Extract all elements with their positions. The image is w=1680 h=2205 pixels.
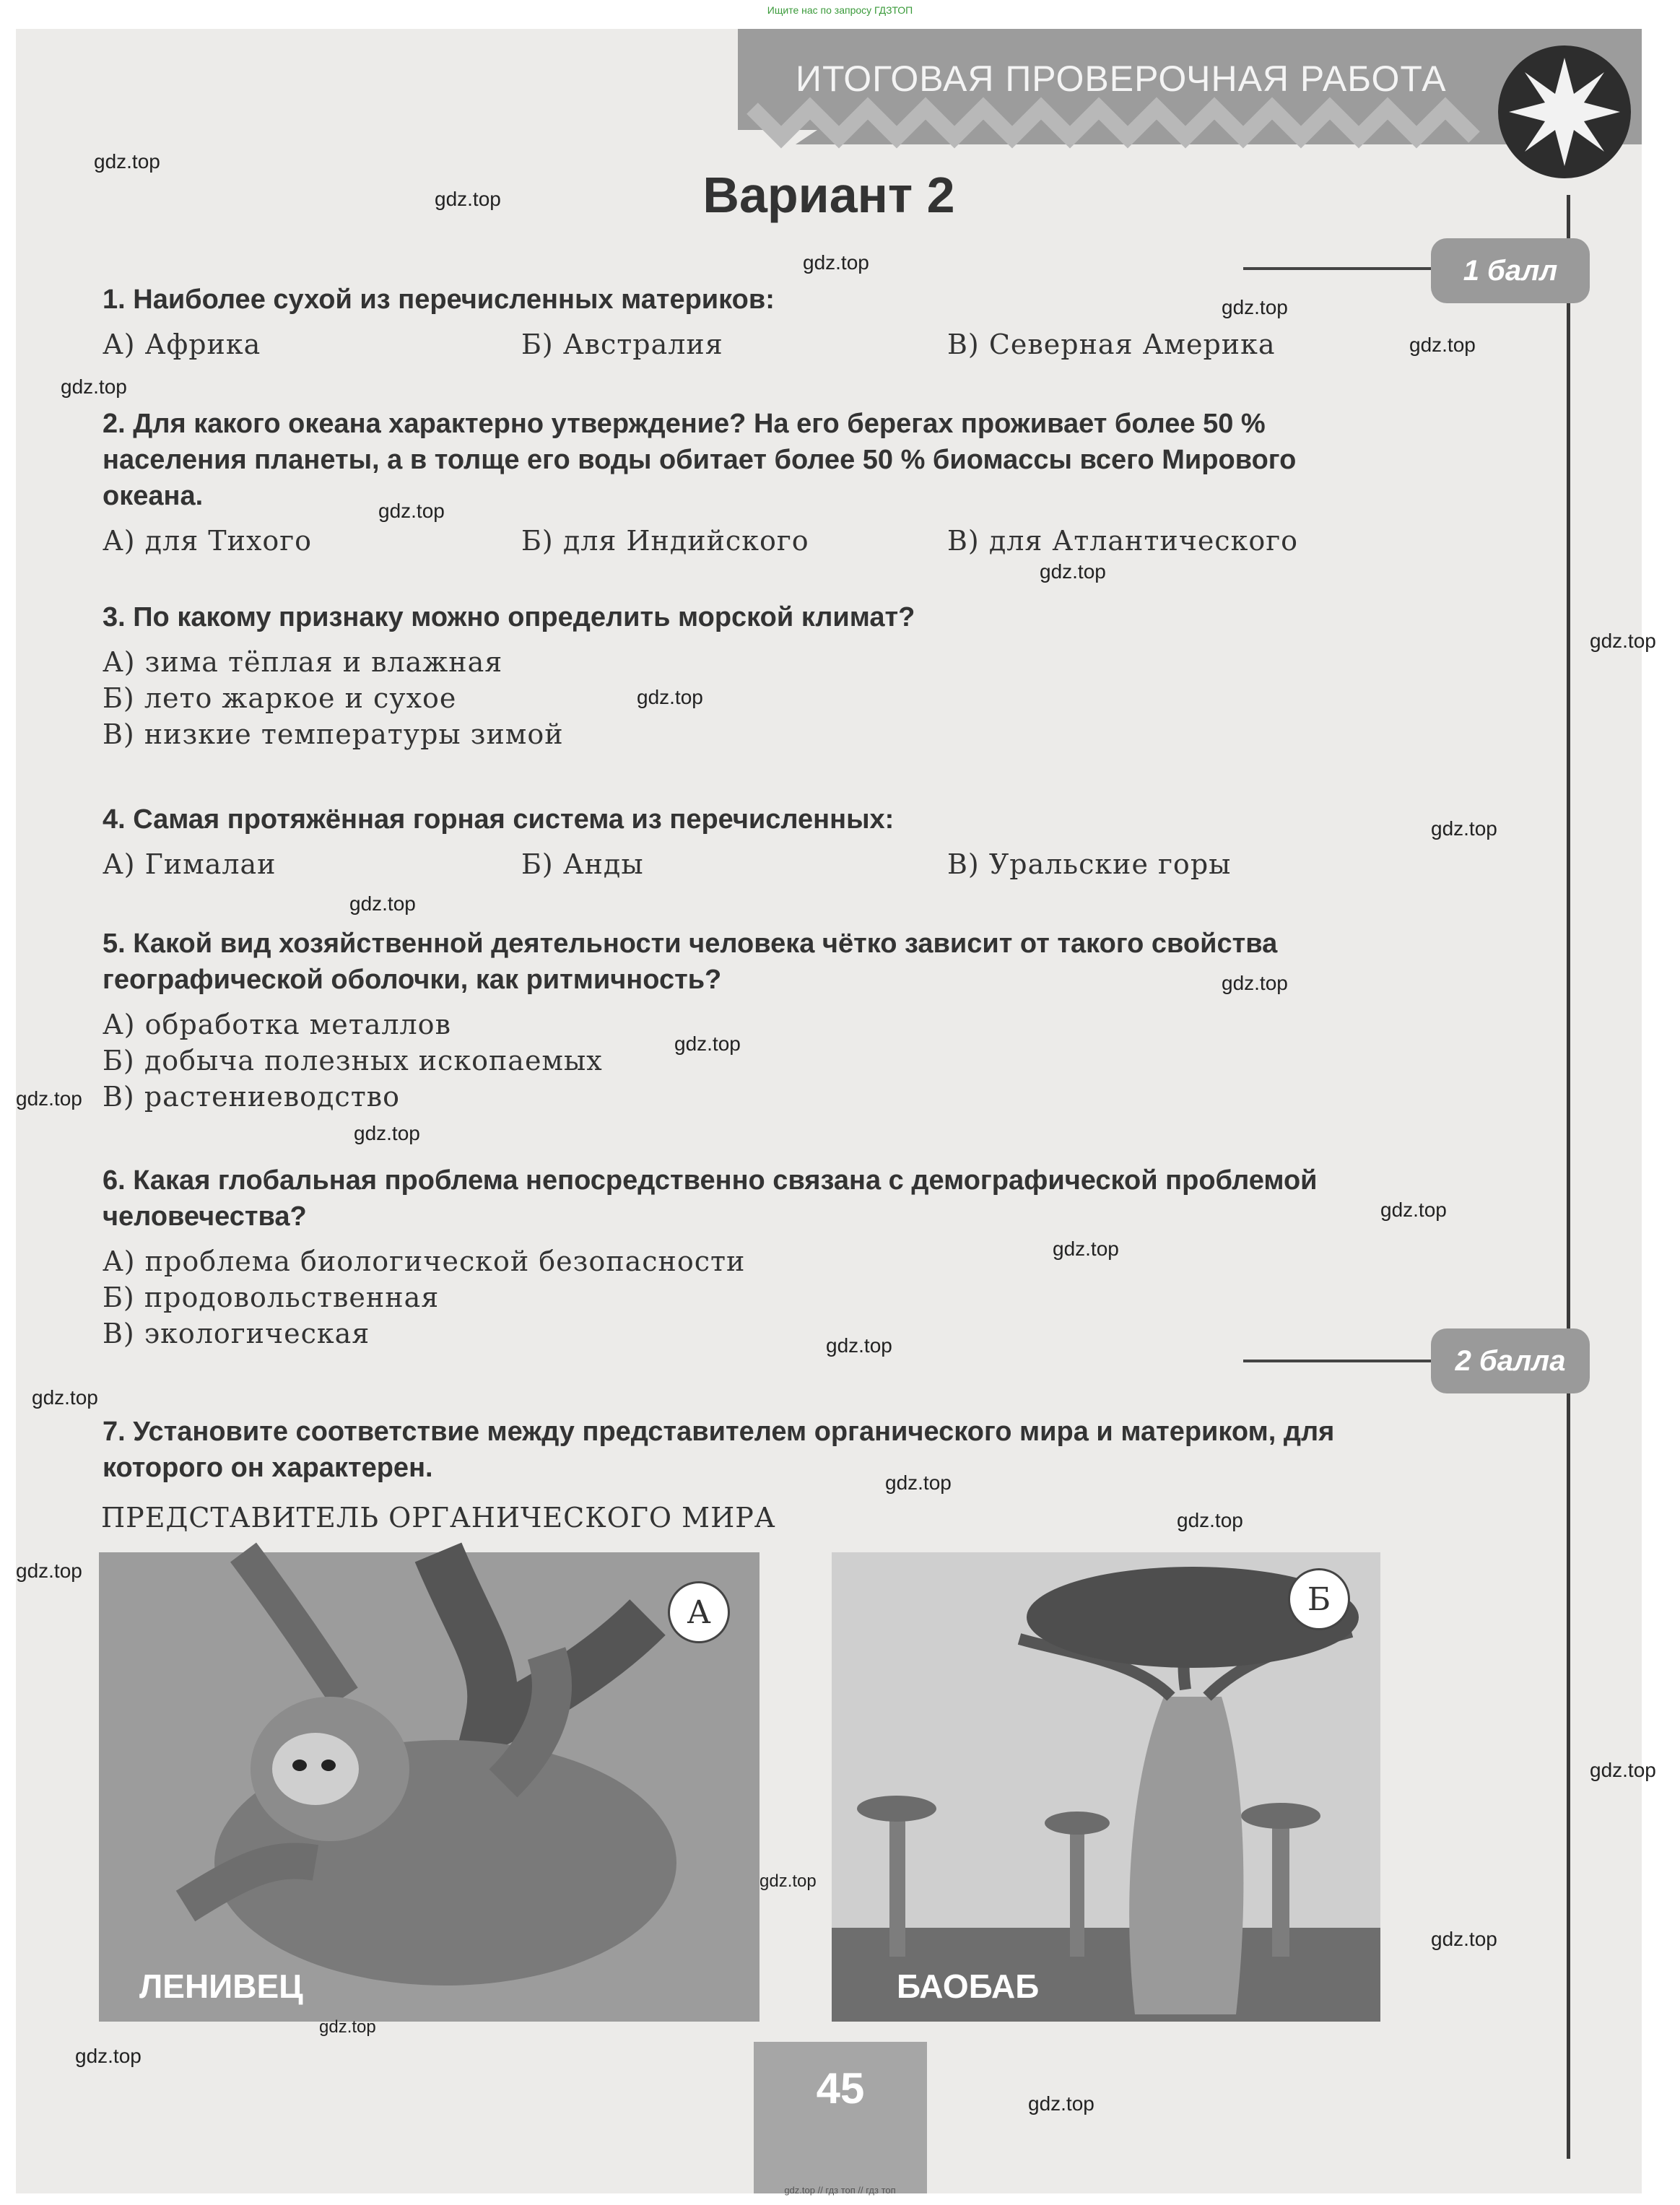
q3-option-a: А) зима тёплая и влажная	[103, 646, 503, 678]
watermark: gdz.top	[75, 2045, 142, 2067]
photo-letter-b: Б	[1288, 1568, 1350, 1630]
q5-option-a: А) обработка металлов	[103, 1009, 451, 1040]
right-rule	[1567, 195, 1570, 2159]
baobab-photo	[832, 1552, 1380, 2022]
watermark: gdz.top	[32, 1386, 98, 1409]
points-badge-2: 2 балла	[1431, 1328, 1590, 1393]
question-4: 4. Самая протяжённая горная система из перечисленных:	[103, 804, 895, 835]
variant-title: Вариант 2	[702, 167, 955, 223]
q1-option-a: А) Африка	[103, 329, 261, 360]
watermark: gdz.top	[826, 1334, 892, 1357]
watermark: gdz.top	[94, 150, 160, 173]
watermark: gdz.top	[16, 1087, 82, 1110]
watermark: gdz.top	[1431, 1928, 1497, 1950]
watermark: gdz.top	[803, 251, 869, 274]
watermark: gdz.top	[1380, 1199, 1447, 1221]
badge-line	[1243, 1360, 1453, 1362]
page-number-box	[754, 2042, 927, 2193]
question-1: 1. Наиболее сухой из перечисленных материков:	[103, 284, 775, 315]
question-7: 7. Установите соответствие между представителем органического мира и материком, для которого он характерен.	[103, 1417, 1335, 1483]
watermark: gdz.top	[885, 1471, 952, 1494]
q2-option-b: Б) для Индийского	[521, 525, 809, 557]
watermark: gdz.top	[1222, 296, 1288, 318]
top-note: Ищите нас по запросу ГДЗТОП	[767, 4, 913, 16]
watermark: gdz.top	[1040, 560, 1106, 583]
watermark: gdz.top	[378, 500, 445, 522]
bottom-note: gdz.top // гдз топ // гдз топ	[784, 2185, 896, 2196]
watermark: gdz.top	[61, 375, 127, 398]
watermark: gdz.top	[1590, 630, 1656, 652]
question-2: 2. Для какого океана характерно утверждение? На его берегах проживает более 50 % населения планеты, а в толще его воды обитает более 50 % биомассы всего Мирового океана.	[103, 409, 1297, 511]
watermark: gdz.top	[1590, 1759, 1656, 1781]
sloth-photo	[99, 1552, 760, 2022]
q1-option-c: В) Северная Америка	[947, 329, 1276, 360]
star-icon	[1496, 43, 1633, 181]
watermark: gdz.top	[674, 1032, 741, 1055]
q4-option-c: В) Уральские горы	[947, 848, 1232, 880]
baobab-caption: БАОБАБ	[897, 1967, 1040, 2005]
organisms-heading: ПРЕДСТАВИТЕЛЬ ОРГАНИЧЕСКОГО МИРА	[101, 1502, 776, 1534]
q3-option-c: В) низкие температуры зимой	[103, 718, 564, 750]
sloth-image	[99, 1552, 760, 2022]
question-6: 6. Какая глобальная проблема непосредственно связана с демографической проблемой человечества?	[103, 1165, 1318, 1232]
q3-option-b: Б) лето жаркое и сухое	[103, 682, 457, 714]
q2-option-a: А) для Тихого	[103, 525, 313, 557]
question-5: 5. Какой вид хозяйственной деятельности человека чётко зависит от такого свойства географической оболочки, как ритмичность?	[103, 928, 1278, 995]
watermark: gdz.top	[1431, 817, 1497, 840]
watermark: gdz.top	[637, 686, 703, 708]
q4-option-b: Б) Анды	[521, 848, 644, 880]
badge-line	[1243, 267, 1453, 270]
watermark: gdz.top	[319, 2017, 376, 2037]
watermark: gdz.top	[1409, 334, 1476, 356]
q1-option-b: Б) Австралия	[521, 329, 723, 360]
points-badge-1: 1 балл	[1431, 238, 1590, 303]
watermark: gdz.top	[1028, 2092, 1094, 2115]
q5-option-b: Б) добыча полезных ископаемых	[103, 1045, 603, 1077]
page	[16, 29, 1656, 2193]
photo-letter-a: А	[668, 1581, 730, 1643]
watermark: gdz.top	[1177, 1509, 1243, 1531]
question-3: 3. По какому признаку можно определить морской климат?	[103, 602, 915, 632]
q6-option-c: В) экологическая	[103, 1318, 370, 1349]
watermark: gdz.top	[760, 1871, 817, 1891]
header-title: ИТОГОВАЯ ПРОВЕРОЧНАЯ РАБОТА	[796, 58, 1447, 99]
watermark: gdz.top	[16, 1560, 82, 1582]
watermark: gdz.top	[1222, 972, 1288, 994]
q4-option-a: А) Гималаи	[103, 848, 277, 880]
watermark: gdz.top	[349, 892, 416, 915]
watermark: gdz.top	[435, 188, 501, 210]
q5-option-c: В) растениеводство	[103, 1081, 400, 1113]
q2-option-c: В) для Атлантического	[947, 525, 1298, 557]
watermark: gdz.top	[354, 1122, 420, 1144]
q6-option-b: Б) продовольственная	[103, 1282, 440, 1313]
watermark: gdz.top	[1053, 1238, 1119, 1260]
sloth-caption: ЛЕНИВЕЦ	[139, 1967, 303, 2005]
page-number: 45	[816, 2064, 865, 2113]
q6-option-a: А) проблема биологической безопасности	[103, 1245, 746, 1277]
